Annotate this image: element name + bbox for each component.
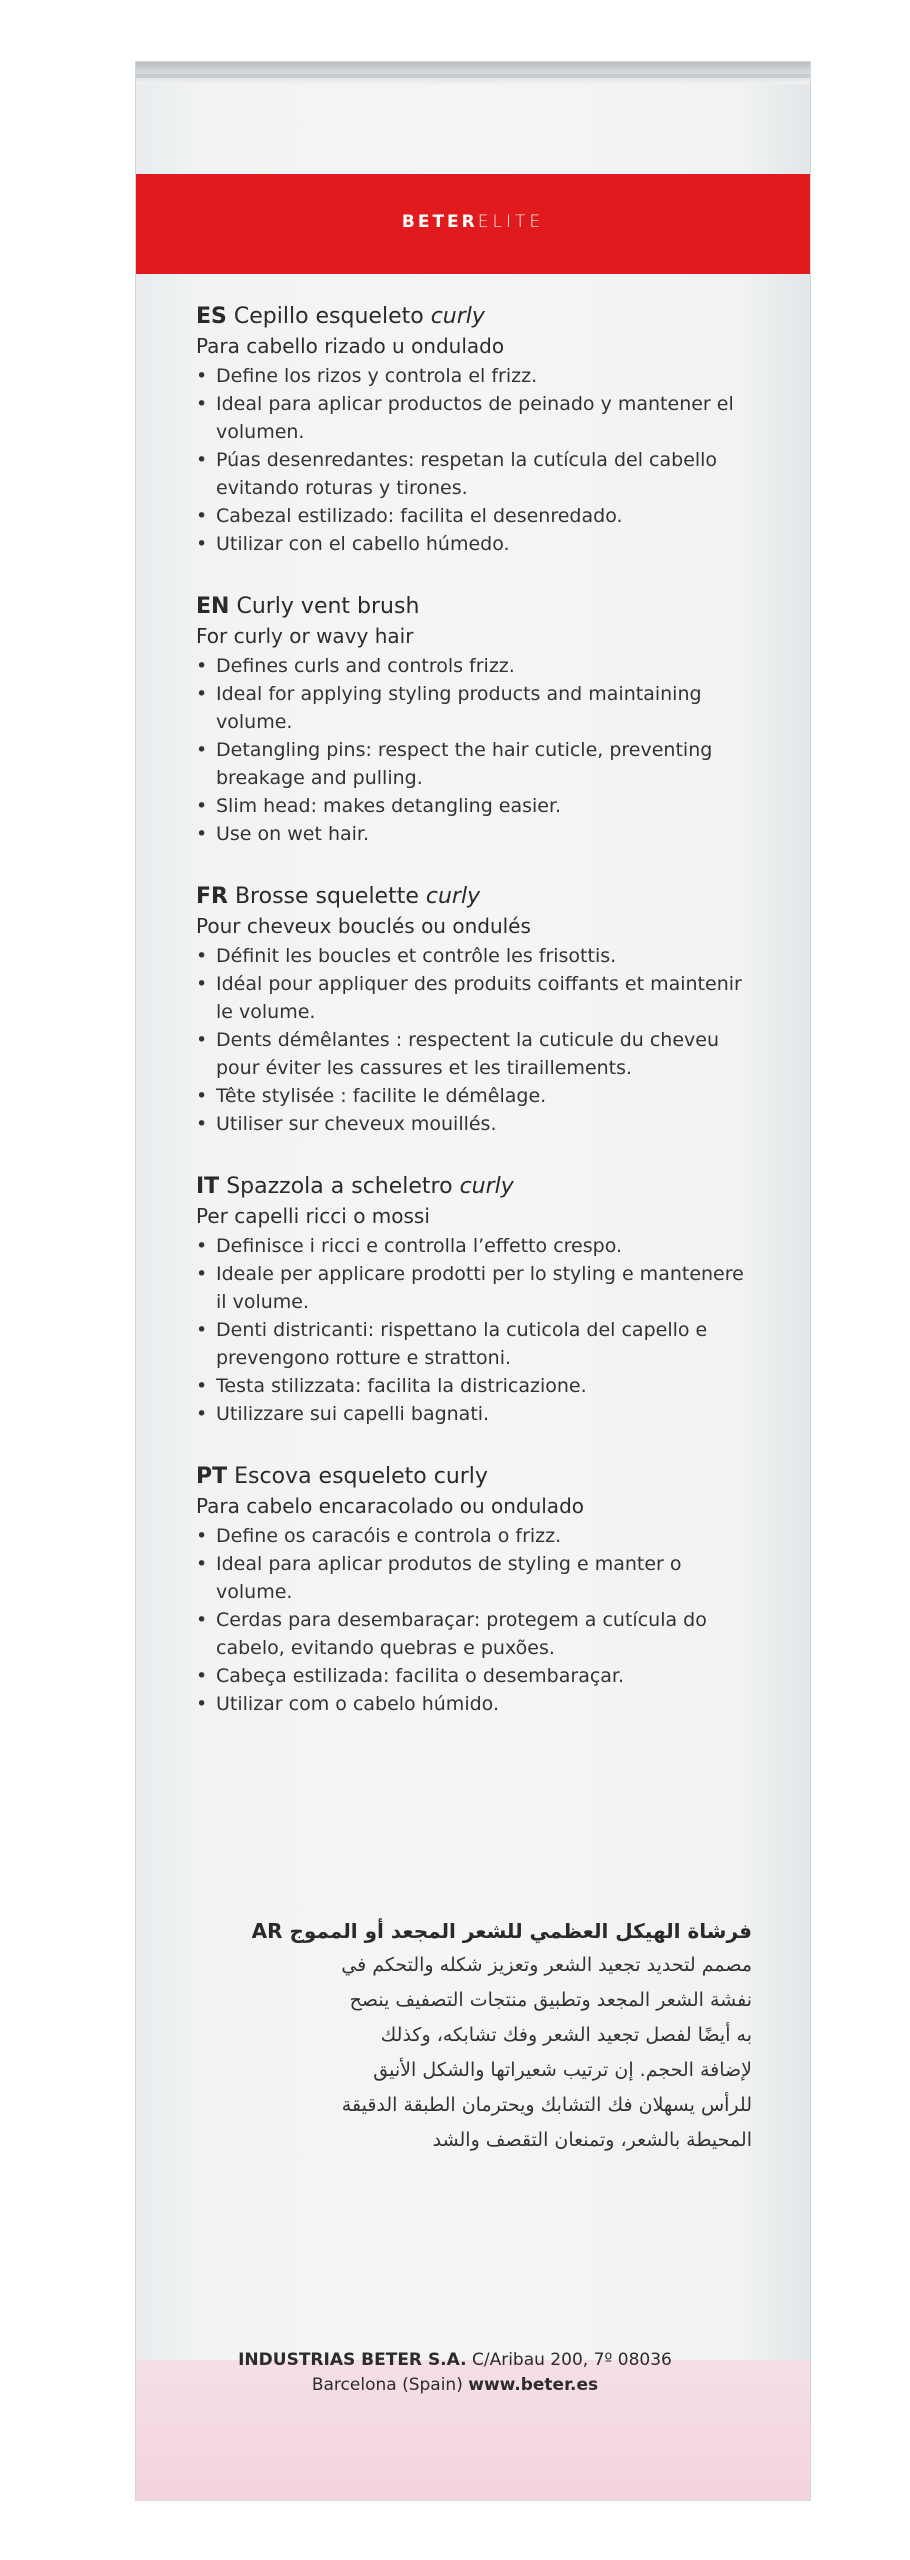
feature-item: • Definisce i ricci e controlla l’effetto crespo. bbox=[196, 1232, 756, 1260]
brand-logo-part2: ELITE bbox=[477, 212, 545, 232]
feature-list bbox=[196, 362, 756, 558]
section-it bbox=[196, 1172, 756, 1428]
arabic-line: مصمم لتحديد تجعيد الشعر وتعزيز شكله والتحكم في bbox=[341, 1954, 752, 1976]
product-name: Spazzola a scheletro bbox=[226, 1174, 453, 1199]
feature-item: • Utilizzare sui capelli bagnati. bbox=[196, 1400, 756, 1428]
feature-item: • Defines curls and controls frizz. bbox=[196, 652, 756, 680]
section-subtitle: Para cabelo encaracolado ou ondulado bbox=[196, 1494, 584, 1518]
arabic-line: نفشة الشعر المجعد وتطبيق منتجات التصفيف ينصح bbox=[349, 1989, 752, 2011]
feature-item: • Cerdas para desembaraçar: protegem a cutícula do cabelo, evitando quebras e puxões. bbox=[196, 1606, 756, 1662]
section-subtitle: Para cabello rizado u ondulado bbox=[196, 334, 505, 358]
feature-item: • Cabeça estilizada: facilita o desembaraçar. bbox=[196, 1662, 756, 1690]
section-fr bbox=[196, 882, 756, 1138]
feature-item: • Idéal pour appliquer des produits coiffants et maintenir le volume. bbox=[196, 970, 756, 1026]
language-code: ES bbox=[196, 304, 227, 329]
product-name: Brosse squelette bbox=[234, 884, 419, 909]
arabic-line: به أيضًا لفصل تجعيد الشعر وفك تشابكه، وكذلك bbox=[380, 2024, 752, 2046]
section-subtitle: For curly or wavy hair bbox=[196, 624, 414, 648]
company-name: INDUSTRIAS BETER S.A. bbox=[238, 2350, 467, 2370]
product-name-italic: curly bbox=[430, 304, 485, 329]
feature-item: • Ideale per applicare prodotti per lo styling e mantenere il volume. bbox=[196, 1260, 756, 1316]
feature-item: • Detangling pins: respect the hair cuticle, preventing breakage and pulling. bbox=[196, 736, 756, 792]
section-en bbox=[196, 592, 756, 848]
feature-item: • Cabezal estilizado: facilita el desenredado. bbox=[196, 502, 756, 530]
feature-list bbox=[196, 1522, 756, 1718]
arabic-line: للرأس يسهلان فك التشابك ويحترمان الطبقة الدقيقة bbox=[341, 2094, 752, 2116]
product-box-back bbox=[136, 62, 810, 2500]
feature-item: • Tête stylisée : facilite le démêlage. bbox=[196, 1082, 756, 1110]
feature-item: • Utiliser sur cheveux mouillés. bbox=[196, 1110, 756, 1138]
feature-item: • Denti districanti: rispettano la cuticola del capello e prevengono rotture e strattoni. bbox=[196, 1316, 756, 1372]
section-title bbox=[196, 1914, 752, 1948]
feature-item: • Define los rizos y controla el frizz. bbox=[196, 362, 756, 390]
section-es bbox=[196, 302, 756, 558]
feature-list bbox=[196, 652, 756, 848]
box-top-fold-line bbox=[136, 74, 810, 78]
language-code: PT bbox=[196, 1464, 228, 1489]
feature-item: • Utilizar con el cabello húmedo. bbox=[196, 530, 756, 558]
product-name: Cepillo esqueleto bbox=[233, 304, 424, 329]
arabic-description bbox=[196, 1948, 752, 2158]
feature-list bbox=[196, 1232, 756, 1428]
language-code: IT bbox=[196, 1174, 220, 1199]
product-name: Curly vent brush bbox=[236, 594, 420, 619]
section-ar bbox=[196, 1914, 752, 2158]
company-website: www.beter.es bbox=[468, 2375, 599, 2395]
feature-item: • Définit les boucles et contrôle les frisottis. bbox=[196, 942, 756, 970]
section-title bbox=[196, 1462, 756, 1492]
language-code: EN bbox=[196, 594, 230, 619]
feature-item: • Púas desenredantes: respetan la cutícula del cabello evitando roturas y tirones. bbox=[196, 446, 756, 502]
brand-logo bbox=[136, 212, 810, 232]
box-top-flap bbox=[136, 62, 810, 84]
manufacturer-line-1 bbox=[0, 2348, 910, 2373]
company-address: C/Aribau 200, 7º 08036 bbox=[471, 2350, 672, 2370]
product-name-italic: curly bbox=[425, 884, 481, 909]
section-title bbox=[196, 302, 756, 332]
section-title bbox=[196, 1172, 756, 1202]
feature-item: • Ideal for applying styling products and maintaining volume. bbox=[196, 680, 756, 736]
feature-item: • Utilizar com o cabelo húmido. bbox=[196, 1690, 756, 1718]
product-name: Escova esqueleto curly bbox=[234, 1464, 488, 1489]
product-name-italic: curly bbox=[459, 1174, 514, 1199]
feature-item: • Define os caracóis e controla o frizz. bbox=[196, 1522, 756, 1550]
arabic-line: لإضافة الحجم. إن ترتيب شعيراتها والشكل الأنيق bbox=[373, 2059, 752, 2081]
feature-item: • Testa stilizzata: facilita la districazione. bbox=[196, 1372, 756, 1400]
language-code: AR bbox=[251, 1919, 283, 1943]
section-subtitle: Pour cheveux bouclés ou ondulés bbox=[196, 914, 531, 938]
product-name: فرشاة الهيكل العظمي للشعر المجعد أو المموج bbox=[289, 1919, 752, 1943]
manufacturer-line-2 bbox=[0, 2373, 910, 2398]
feature-item: • Ideal para aplicar productos de peinado y mantener el volumen. bbox=[196, 390, 756, 446]
multilingual-description bbox=[196, 302, 756, 1752]
feature-item: • Use on wet hair. bbox=[196, 820, 756, 848]
section-title bbox=[196, 882, 756, 912]
feature-item: • Dents démêlantes : respectent la cuticule du cheveu pour éviter les cassures et les tiraillements. bbox=[196, 1026, 756, 1082]
brand-logo-part1: BETER bbox=[401, 212, 478, 232]
section-pt bbox=[196, 1462, 756, 1718]
feature-list bbox=[196, 942, 756, 1138]
company-city: Barcelona (Spain) bbox=[311, 2375, 463, 2395]
manufacturer-info bbox=[0, 2348, 910, 2398]
language-code: FR bbox=[196, 884, 228, 909]
feature-item: • Slim head: makes detangling easier. bbox=[196, 792, 756, 820]
arabic-line: المحيطة بالشعر، وتمنعان التقصف والشد bbox=[432, 2129, 752, 2151]
feature-item: • Ideal para aplicar produtos de styling e manter o volume. bbox=[196, 1550, 756, 1606]
section-title bbox=[196, 592, 756, 622]
section-subtitle: Per capelli ricci o mossi bbox=[196, 1204, 430, 1228]
